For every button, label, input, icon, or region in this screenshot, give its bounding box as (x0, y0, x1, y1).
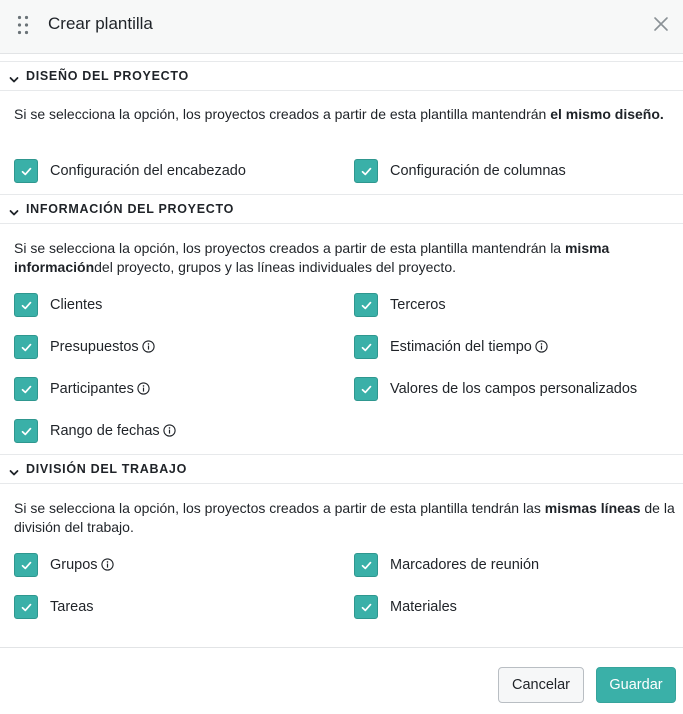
option-label: Presupuestos (50, 339, 139, 355)
check-icon (21, 602, 32, 613)
section-title: INFORMACIÓN DEL PROYECTO (26, 202, 235, 216)
checkbox[interactable] (354, 335, 378, 359)
dialog-body[interactable] (0, 55, 683, 647)
check-icon (361, 300, 372, 311)
option-label: Estimación del tiempo (390, 339, 532, 355)
option-label: Clientes (50, 297, 103, 313)
checkbox[interactable] (354, 553, 378, 577)
section-header-info[interactable] (0, 194, 683, 224)
section-description (14, 239, 676, 277)
dialog-header (0, 0, 683, 54)
checkbox[interactable] (14, 595, 38, 619)
description-text: Si se selecciona la opción, los proyectos creados a partir de esta plantilla mantendrán la (14, 240, 565, 256)
section-title: DIVISIÓN DEL TRABAJO (26, 462, 188, 476)
check-icon (21, 426, 32, 437)
option-label-wrap (50, 339, 155, 355)
checkbox[interactable] (14, 335, 38, 359)
description-emphasis: mismas líneas (544, 500, 641, 516)
description-text: de la división del trabajo. (14, 500, 675, 535)
option-label: Marcadores de reunión (390, 557, 540, 573)
option-label-wrap (390, 339, 548, 355)
dialog-title: Crear plantilla (48, 14, 153, 33)
info-icon[interactable] (142, 340, 155, 353)
cancel-button[interactable]: Cancelar (498, 667, 584, 703)
option-label: Materiales (390, 599, 457, 615)
option-label: Tareas (50, 599, 94, 615)
check-icon (21, 384, 32, 395)
option-label: Participantes (50, 381, 134, 397)
check-icon (361, 384, 372, 395)
option-label: Valores de los campos personalizados (390, 381, 638, 397)
checkbox[interactable] (354, 159, 378, 183)
check-icon (21, 166, 32, 177)
section-header-design[interactable] (0, 61, 683, 91)
checkbox[interactable] (354, 293, 378, 317)
check-icon (21, 342, 32, 353)
check-icon (361, 166, 372, 177)
description-emphasis: el mismo diseño. (550, 106, 664, 122)
info-icon[interactable] (137, 382, 150, 395)
checkbox[interactable] (354, 377, 378, 401)
check-icon (361, 342, 372, 353)
option-label: Grupos (50, 557, 98, 573)
checkbox[interactable] (14, 419, 38, 443)
checkbox[interactable] (14, 377, 38, 401)
drag-handle-icon[interactable] (17, 15, 29, 35)
section-description (14, 499, 676, 537)
option-label-wrap (50, 557, 114, 573)
info-icon[interactable] (101, 558, 114, 571)
section-description (14, 105, 676, 124)
check-icon (361, 560, 372, 571)
option-label: Rango de fechas (50, 423, 160, 439)
info-icon[interactable] (535, 340, 548, 353)
chevron-down-icon (9, 465, 19, 475)
option-label: Terceros (390, 297, 446, 313)
option-label: Configuración del encabezado (50, 163, 246, 179)
description-text: Si se selecciona la opción, los proyectos creados a partir de esta plantilla mantendrán (14, 106, 551, 122)
description-text: Si se selecciona la opción, los proyectos creados a partir de esta plantilla tendrán las (14, 500, 545, 516)
check-icon (21, 560, 32, 571)
section-header-work-breakdown[interactable] (0, 454, 683, 484)
option-label: Configuración de columnas (390, 163, 566, 179)
description-text: del proyecto, grupos y las líneas individuales del proyecto. (94, 259, 456, 275)
description-emphasis: misma información (14, 240, 610, 275)
close-icon[interactable] (652, 15, 670, 33)
check-icon (361, 602, 372, 613)
checkbox[interactable] (14, 553, 38, 577)
save-button[interactable]: Guardar (596, 667, 676, 703)
option-label-wrap (50, 381, 150, 397)
checkbox[interactable] (14, 159, 38, 183)
dialog-footer (0, 647, 683, 714)
check-icon (21, 300, 32, 311)
section-title: DISEÑO DEL PROYECTO (26, 69, 189, 83)
chevron-down-icon (9, 205, 19, 215)
info-icon[interactable] (163, 424, 176, 437)
option-label-wrap (50, 423, 176, 439)
chevron-down-icon (9, 72, 19, 82)
checkbox[interactable] (14, 293, 38, 317)
checkbox[interactable] (354, 595, 378, 619)
